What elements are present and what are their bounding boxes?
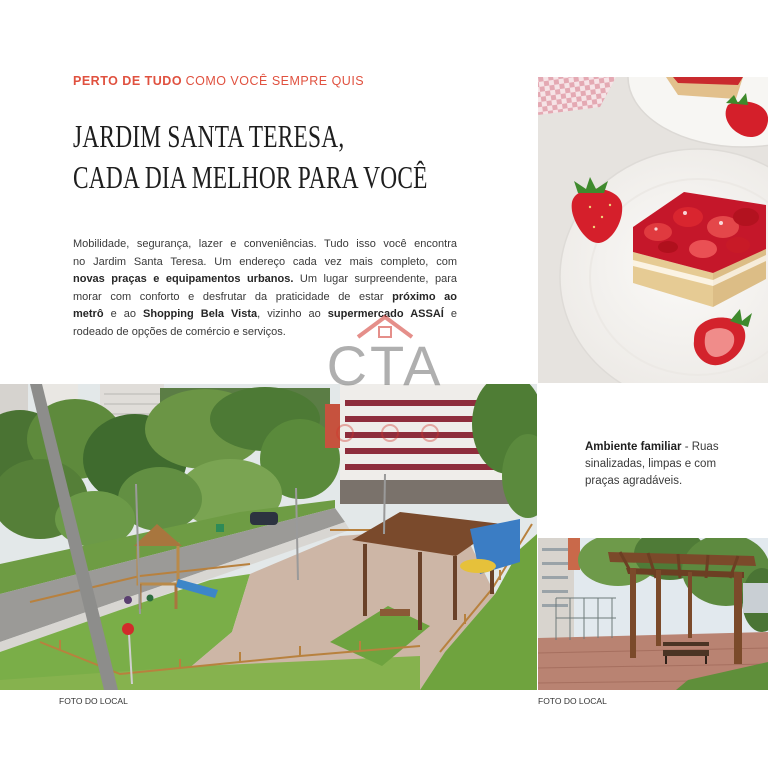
paragraph-line	[73, 236, 457, 254]
apartment-building	[538, 538, 580, 638]
pergola-photo-caption: FOTO DO LOCAL	[538, 696, 607, 706]
title-line-1: JARDIM SANTA TERESA,	[73, 118, 345, 154]
bold-segment: Shopping Bela Vista	[143, 308, 258, 321]
paragraph-line	[73, 254, 457, 272]
paragraph-line	[73, 271, 457, 289]
intro-paragraph	[73, 236, 457, 342]
pergola-plaza-photo	[538, 538, 768, 690]
title-line-2: CADA DIA MELHOR PARA VOCÊ	[73, 159, 428, 195]
text-segment: e	[443, 308, 457, 321]
park-plaza-photo	[0, 384, 537, 690]
watermark-text: CTA	[326, 334, 444, 397]
yellow-umbrella	[460, 559, 496, 573]
eyebrow-regular: COMO VOCÊ SEMPRE QUIS	[185, 74, 365, 88]
side-note-bold: Ambiente familiar	[585, 441, 682, 453]
parked-car	[250, 512, 278, 525]
eyebrow-heading	[73, 74, 364, 89]
paragraph-line	[73, 324, 457, 342]
text-segment: morar com conforto e desfrutar da praticidade de estar	[73, 290, 393, 303]
text-segment: Mobilidade, segurança, lazer e conveniências. Tudo isso você encontra	[73, 238, 457, 250]
distant-building	[743, 583, 768, 613]
strawberry-cake-photo	[538, 77, 768, 383]
side-note-text: - Ruas sinalizadas, limpas e com praças agradáveis.	[585, 441, 719, 487]
bold-segment: supermercado ASSAÍ	[327, 308, 444, 321]
paragraph-line	[73, 289, 457, 307]
side-note	[585, 439, 735, 490]
green-sign	[216, 524, 224, 532]
text-segment: , vizinho ao	[257, 308, 328, 321]
paragraph-line	[73, 306, 457, 324]
text-segment: Um lugar surpreendente, para	[293, 273, 457, 286]
bold-segment: novas praças e equipamentos urbanos.	[73, 273, 294, 286]
page-title	[73, 116, 428, 198]
text-segment: rodeado de opções de comércio e serviços.	[73, 325, 286, 338]
park-photo-caption: FOTO DO LOCAL	[59, 696, 128, 706]
text-segment: no Jardim Santa Teresa. Um endereço cada vez mais completo, com	[73, 255, 457, 268]
eyebrow-bold: PERTO DE TUDO	[73, 74, 183, 88]
bold-segment: próximo ao	[392, 290, 457, 303]
text-segment: e ao	[103, 308, 144, 321]
bold-segment: metrô	[73, 308, 104, 321]
